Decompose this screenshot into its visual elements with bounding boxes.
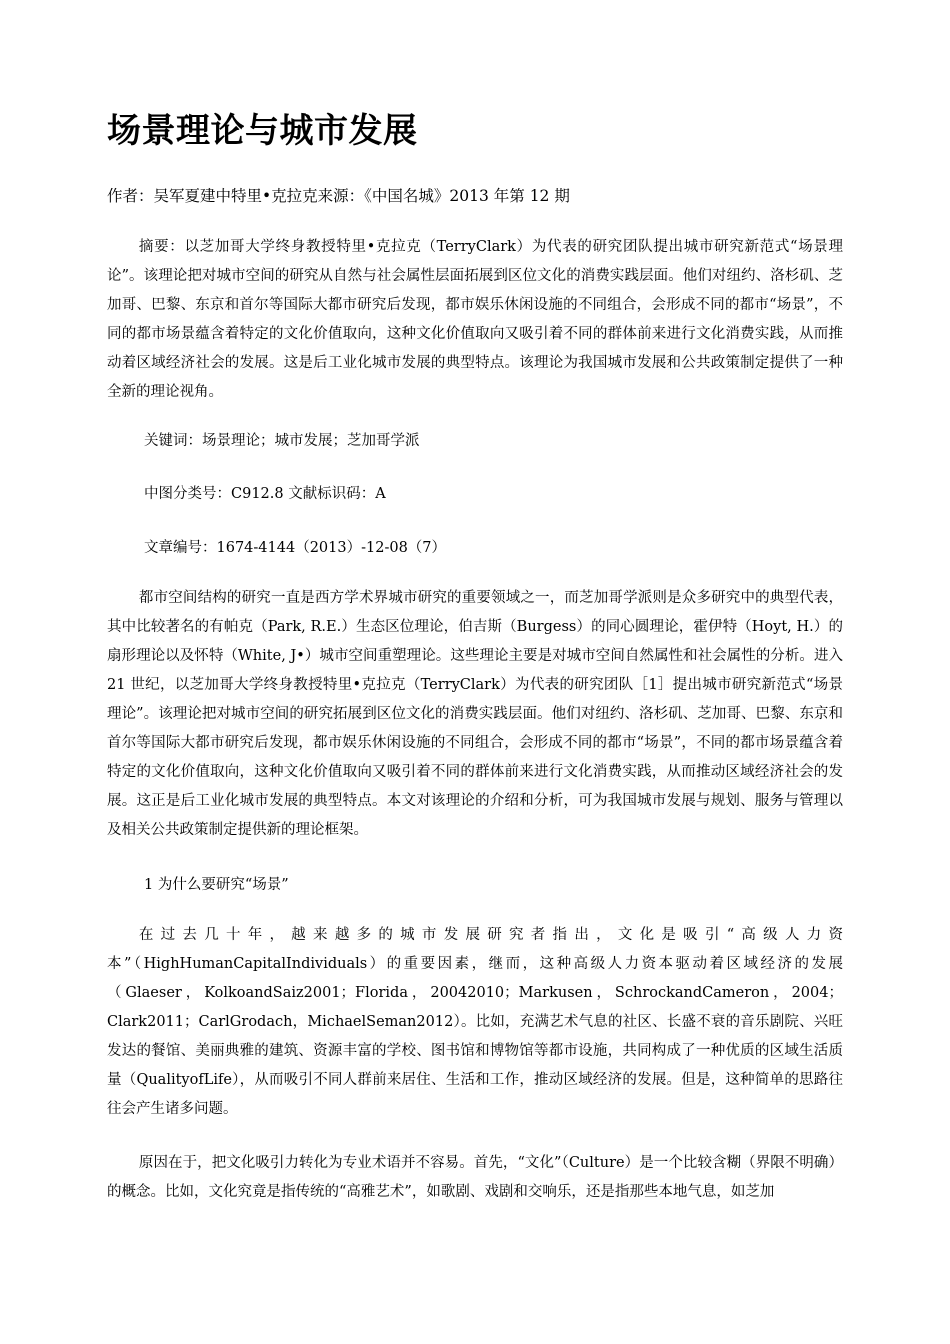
section-heading: 1 为什么要研究“场景” [144,877,289,893]
keywords-line: 关键词：场景理论；城市发展；芝加哥学派 [144,433,420,449]
section-paragraph: 在过去几十年，越来越多的城市发展研究者指出，文化是吸引“高级人力资本”（HighHumanCapitalIndividuals）的重要因素，继而，这种高级人力资本驱动着区域经济的发展（Glaeser，KolkoandSaiz2001；Florida，20042010；Markusen，SchrockandCameron，2004；Clark2011；CarlGrodach，MichaelSeman2012）。比如，充满艺术气息的社区、长盛不衰的音乐剧院、兴旺发达的餐馆、美丽典雅的建筑、资源丰富的学校、图书馆和博物馆等都市设施，共同构成了一种优质的区域生活质量（QualityofLife），从而吸引不同人群前来居住、生活和工作，推动区域经济的发展。但是，这种简单的思路往往会产生诸多问题。 [107,927,843,1117]
article-title: 场景理论与城市发展 [107,111,418,151]
intro-paragraph: 都市空间结构的研究一直是西方学术界城市研究的重要领域之一，而芝加哥学派则是众多研究中的典型代表，其中比较著名的有帕克（Park, R.E.）生态区位理论，伯吉斯（Burgess）的同心圆理论，霍伊特（Hoyt, H.）的扇形理论以及怀特（White, J•）城市空间重塑理论。这些理论主要是对城市空间自然属性和社会属性的分析。进入 21 世纪，以芝加哥大学终身教授特里•克拉克（TerryClark）为代表的研究团队［1］提出城市研究新范式“场景理论”。该理论把对城市空间的研究拓展到区位文化的消费实践层面。他们对纽约、洛杉矶、芝加哥、巴黎、东京和首尔等国际大都市研究后发现，都市娱乐休闲设施的不同组合，会形成不同的都市“场景”，不同的都市场景蕴含着特定的文化价值取向，这种文化价值取向又吸引着不同的群体前来进行文化消费实践，从而推动区域经济社会的发展。这正是后工业化城市发展的典型特点。本文对该理论的介绍和分析，可为我国城市发展与规划、服务与管理以及相关公共政策制定提供新的理论框架。 [107,590,843,838]
author-source-line: 作者：吴军夏建中特里•克拉克来源：《中国名城》2013 年第 12 期 [107,187,570,205]
section-paragraph: 原因在于，把文化吸引力转化为专业术语并不容易。首先，“文化”（Culture）是一个比较含糊（界限不明确）的概念。比如，文化究竟是指传统的“高雅艺术”，如歌剧、戏剧和交响乐，还是指那些本地气息，如芝加 [107,1155,843,1200]
abstract-paragraph: 摘要：以芝加哥大学终身教授特里•克拉克（TerryClark）为代表的研究团队提出城市研究新范式“场景理论”。该理论把对城市空间的研究从自然与社会属性层面拓展到区位文化的消费实践层面。他们对纽约、洛杉矶、芝加哥、巴黎、东京和首尔等国际大都市研究后发现，都市娱乐休闲设施的不同组合，会形成不同的都市“场景”，不同的都市场景蕴含着特定的文化价值取向，这种文化价值取向又吸引着不同的群体前来进行文化消费实践，从而推动着区域经济社会的发展。这是后工业化城市发展的典型特点。该理论为我国城市发展和公共政策制定提供了一种全新的理论视角。 [107,239,843,400]
article-number-line: 文章编号：1674-4144（2013）-12-08（7） [144,540,447,556]
classification-line: 中图分类号：C912.8 文献标识码：A [144,486,386,502]
